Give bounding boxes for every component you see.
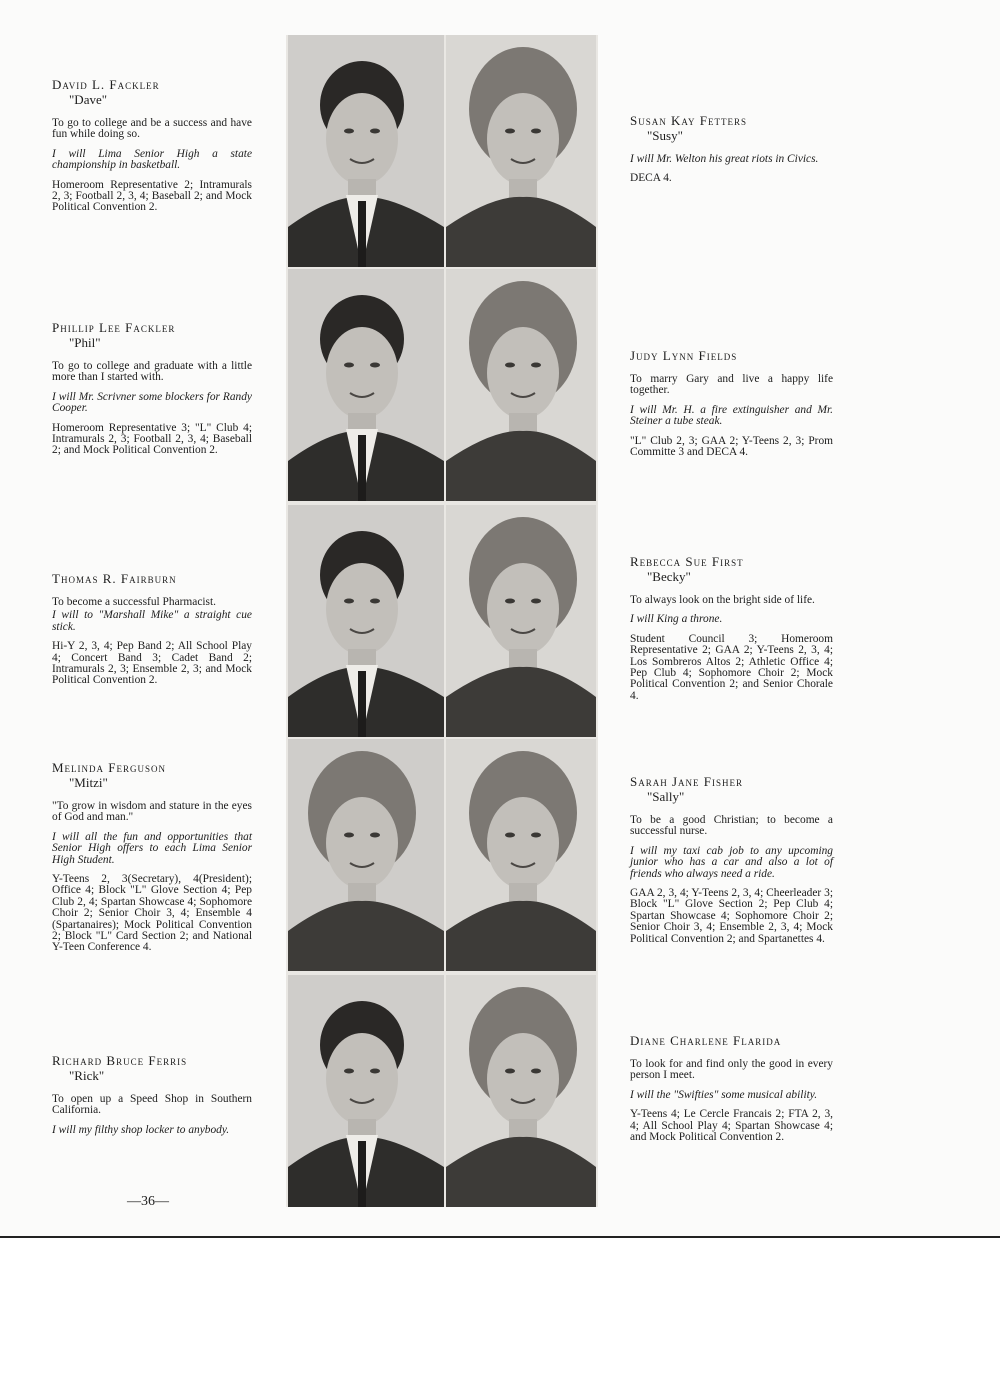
student-activities: DECA 4. bbox=[630, 172, 672, 185]
student-name: Thomas R. Fairburn bbox=[52, 571, 177, 586]
portrait-photo-thomas-r-fairburn bbox=[288, 505, 444, 737]
student-ambition: To be a good Christian; to become a successful nurse. bbox=[630, 814, 833, 838]
student-ambition: To become a successful Pharmacist. bbox=[52, 596, 216, 608]
student-entry-phillip-fackler bbox=[52, 321, 252, 457]
portrait-photo-david-l-fackler bbox=[288, 35, 444, 267]
student-entry-richard-ferris bbox=[52, 1054, 252, 1136]
student-will: I will Mr. H. a fire extinguisher and Mr. Steiner a tube steak. bbox=[630, 403, 833, 428]
student-ambition: "To grow in wisdom and stature in the eyes of God and man." bbox=[52, 800, 252, 824]
student-name: Susan Kay Fetters bbox=[630, 113, 748, 128]
student-name: Sarah Jane Fisher bbox=[630, 774, 744, 789]
student-will: I will my filthy shop locker to anybody. bbox=[52, 1123, 230, 1136]
portrait-photo-diane-charlene-flarida bbox=[446, 975, 596, 1207]
student-ambition: To marry Gary and live a happy life together. bbox=[630, 373, 833, 397]
portrait-photo-susan-kay-fetters bbox=[446, 35, 596, 267]
portrait-image bbox=[446, 975, 596, 1207]
student-will: I will Lima Senior High a state championship in basketball. bbox=[52, 147, 252, 172]
student-activities: Homeroom Representative 2; Intramurals 2, 3; Football 2, 3, 4; Baseball 2; and Mock Political Convention 2. bbox=[52, 178, 252, 214]
portrait-image bbox=[446, 35, 596, 267]
portrait-photo-richard-bruce-ferris bbox=[288, 975, 444, 1207]
student-nickname: "Sally" bbox=[647, 789, 685, 804]
student-entry-rebecca-first bbox=[630, 555, 833, 702]
student-nickname: "Susy" bbox=[647, 128, 683, 143]
portrait-image bbox=[446, 739, 596, 971]
student-entry-melinda-ferguson bbox=[52, 761, 252, 954]
student-name: Melinda Ferguson bbox=[52, 760, 167, 775]
student-activities: Homeroom Representative 3; "L" Club 4; Intramurals 2, 3; Football 2, 3, 4; Baseball 2; and Mock Political Convention 2. bbox=[52, 421, 252, 457]
student-name: David L. Fackler bbox=[52, 77, 160, 92]
student-activities: "L" Club 2, 3; GAA 2; Y-Teens 2, 3; Prom Committe 3 and DECA 4. bbox=[630, 434, 833, 459]
scan-background bbox=[0, 1238, 1000, 1375]
student-nickname: "Phil" bbox=[69, 335, 101, 350]
portrait-image bbox=[446, 269, 596, 501]
student-entry-sarah-fisher bbox=[630, 775, 833, 945]
student-name: Richard Bruce Ferris bbox=[52, 1053, 188, 1068]
student-entry-david-fackler bbox=[52, 78, 252, 214]
student-will: I will my taxi cab job to any upcoming junior who has a car and also a lot of friends who always need a ride. bbox=[630, 844, 833, 880]
student-entry-judy-fields bbox=[630, 349, 833, 458]
student-ambition: To go to college and graduate with a little more than I started with. bbox=[52, 360, 252, 384]
portrait-image bbox=[288, 35, 444, 267]
portrait-photo-phillip-lee-fackler bbox=[288, 269, 444, 501]
student-entry-susan-fetters bbox=[630, 114, 833, 185]
student-activities: Hi-Y 2, 3, 4; Pep Band 2; All School Play 4; Concert Band 3; Cadet Band 2; Intramurals 2, 3; Ensemble 2, 3; and Mock Political Convention 2. bbox=[52, 640, 252, 687]
student-name: Diane Charlene Flarida bbox=[630, 1033, 782, 1048]
portrait-image bbox=[446, 505, 596, 737]
student-will: I will Mr. Welton his great riots in Civics. bbox=[630, 153, 819, 165]
portrait-photo-sarah-jane-fisher bbox=[446, 739, 596, 971]
portrait-photo-judy-lynn-fields bbox=[446, 269, 596, 501]
student-ambition: To go to college and be a success and have fun while doing so. bbox=[52, 117, 252, 141]
student-nickname: "Mitzi" bbox=[69, 775, 108, 790]
student-name: Phillip Lee Fackler bbox=[52, 320, 176, 335]
student-will: I will the "Swifties" some musical ability. bbox=[630, 1088, 818, 1101]
student-entry-diane-flarida bbox=[630, 1034, 833, 1143]
student-will: I will King a throne. bbox=[630, 613, 723, 626]
student-activities: Student Council 3; Homeroom Representative 2; GAA 2; Y-Teens 2, 3, 4; Los Sombreros Altos 2; Athletic Office 4; Pep Club 4; Sophomore Choir 2; Mock Political Convention 2; and Senior Chorale 4. bbox=[630, 632, 833, 702]
student-activities: GAA 2, 3, 4; Y-Teens 2, 3, 4; Cheerleader 3; Block "L" Glove Section 2; Pep Club 4; Spartan Showcase 4; Sophomore Choir 2; Senior Choir 3, 4; Ensemble 2, 3, 4; Mock Political Convention 2; and Spartanettes 4. bbox=[630, 887, 833, 945]
student-name: Judy Lynn Fields bbox=[630, 348, 738, 363]
student-activities: Y-Teens 2, 3(Secretary), 4(President); Office 4; Block "L" Glove Section 4; Pep Club 2, 4; Spartan Showcase 4; Sophomore Choir 2; Senior Choir 3, 4; Ensemble 4 (Spartanaires); Mock Political Convention 2; Block "L" Card Section 2; and National Y-Teen Conference 4. bbox=[52, 873, 252, 954]
student-will: I will to "Marshall Mike" a straight cue stick. bbox=[52, 609, 252, 633]
portrait-photo-melinda-ferguson bbox=[288, 739, 444, 971]
student-name: Rebecca Sue First bbox=[630, 554, 744, 569]
student-activities: Y-Teens 4; Le Cercle Francais 2; FTA 2, 3, 4; All School Play 4; Spartan Showcase 4; and Mock Political Convention 2. bbox=[630, 1108, 833, 1144]
portrait-image bbox=[288, 269, 444, 501]
portrait-photo-rebecca-sue-first bbox=[446, 505, 596, 737]
portrait-strip bbox=[286, 35, 598, 1207]
student-ambition: To always look on the bright side of life. bbox=[630, 594, 815, 606]
student-nickname: "Dave" bbox=[69, 92, 108, 107]
student-entry-thomas-fairburn bbox=[52, 572, 252, 687]
student-will: I will Mr. Scrivner some blockers for Randy Cooper. bbox=[52, 390, 252, 415]
student-will: I will all the fun and opportunities that Senior High offers to each Lima Senior High Student. bbox=[52, 830, 252, 866]
student-ambition: To open up a Speed Shop in Southern California. bbox=[52, 1093, 252, 1117]
portrait-image bbox=[288, 505, 444, 737]
page-number: —36— bbox=[127, 1194, 169, 1209]
student-ambition: To look for and find only the good in every person I meet. bbox=[630, 1058, 833, 1082]
portrait-image bbox=[288, 739, 444, 971]
student-nickname: "Becky" bbox=[647, 569, 691, 584]
portrait-image bbox=[288, 975, 444, 1207]
student-nickname: "Rick" bbox=[69, 1068, 105, 1083]
